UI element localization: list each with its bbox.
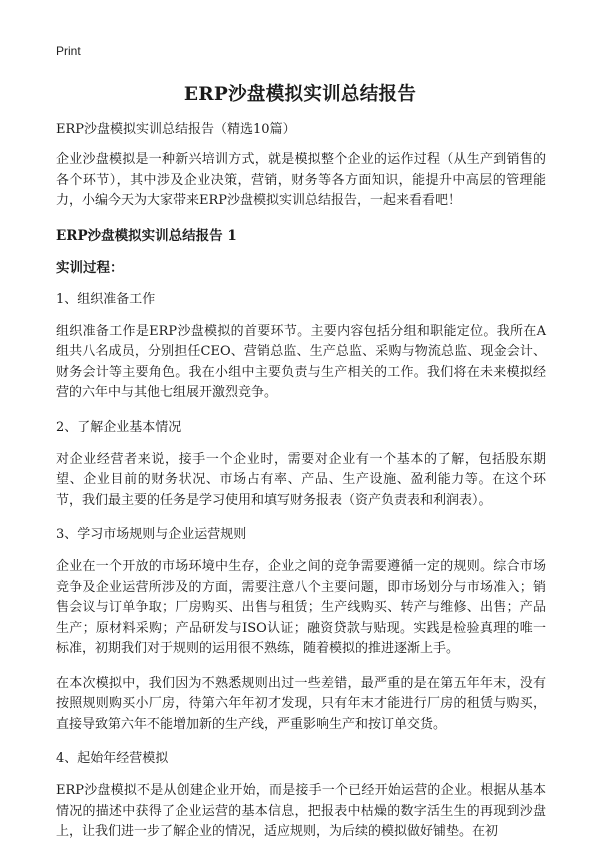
- document-content: [56, 120, 546, 857]
- section-paragraph: ERP沙盘模拟不是从创建企业开始，而是接手一个已经开始运营的企业。根据从基本情况的描述中获得了企业运营的基本信息，把报表中枯燥的数字活生生的再现到沙盘上，让我们进一步了解企业的情况，适应规则，为后续的模拟做好铺垫。在初: [56, 783, 546, 839]
- page-title: ERP沙盘模拟实训总结报告: [183, 84, 417, 105]
- report-heading: ERP沙盘模拟实训总结报告 1: [56, 227, 237, 244]
- intro-paragraph: 企业沙盘模拟是一种新兴培训方式，就是模拟整个企业的运作过程（从生产到销售的各个环节），其中涉及企业决策，营销，财务等各方面知识，能提升中高层的管理能力，小编今天为大家带来ERP沙盘模拟实训总结报告，一起来看看吧！: [56, 152, 546, 208]
- section-paragraph: 组织准备工作是ERP沙盘模拟的首要环节。主要内容包括分组和职能定位。我所在A组共八名成员，分别担任CEO、营销总监、生产总监、采购与物流总监、现金会计、财务会计等主要角色。我在小组中主要负责与生产相关的工作。我们将在未来模拟经营的六年中与其他七组展开激烈竞争。: [56, 323, 546, 400]
- section-heading: 1、组织准备工作: [56, 291, 156, 307]
- section-paragraph: 企业在一个开放的市场环境中生存，企业之间的竞争需要遵循一定的规则。综合市场竞争及企业运营所涉及的方面，需要注意八个主要问题，即市场划分与市场准入；销售会议与订单争取；厂房购买、出售与租赁；生产线购买、转产与维修、出售；产品生产；原材料采购；产品研发与ISO认证；融资贷款与贴现。实践是检验真理的唯一标准，初期我们对于规则的运用很不熟练，随着模拟的推进逐渐上手。: [56, 559, 546, 656]
- section-paragraph: 对企业经营者来说，接手一个企业时，需要对企业有一个基本的了解，包括股东期望、企业目前的财务状况、市场占有率、产品、生产设施、盈利能力等。在这个环节，我们最主要的任务是学习使用和填写财务报表（资产负责表和利润表）。: [56, 451, 546, 508]
- section-heading: 2、了解企业基本情况: [56, 419, 182, 435]
- print-link[interactable]: Print: [56, 44, 81, 58]
- document-subtitle: ERP沙盘模拟实训总结报告（精选10篇）: [56, 122, 296, 137]
- section-heading: 3、学习市场规则与企业运营规则: [56, 527, 247, 542]
- process-heading: 实训过程：: [56, 259, 124, 276]
- section-heading: 4、起始年经营模拟: [56, 751, 169, 766]
- section-paragraph: 在本次模拟中，我们因为不熟悉规则出过一些差错，最严重的是在第五年年末，没有按照规则购买小厂房，待第六年年初才发现，只有年末才能进行厂房的租赁与购买，直接导致第六年不能增加新的生产线，严重影响生产和按订单交货。: [56, 675, 546, 732]
